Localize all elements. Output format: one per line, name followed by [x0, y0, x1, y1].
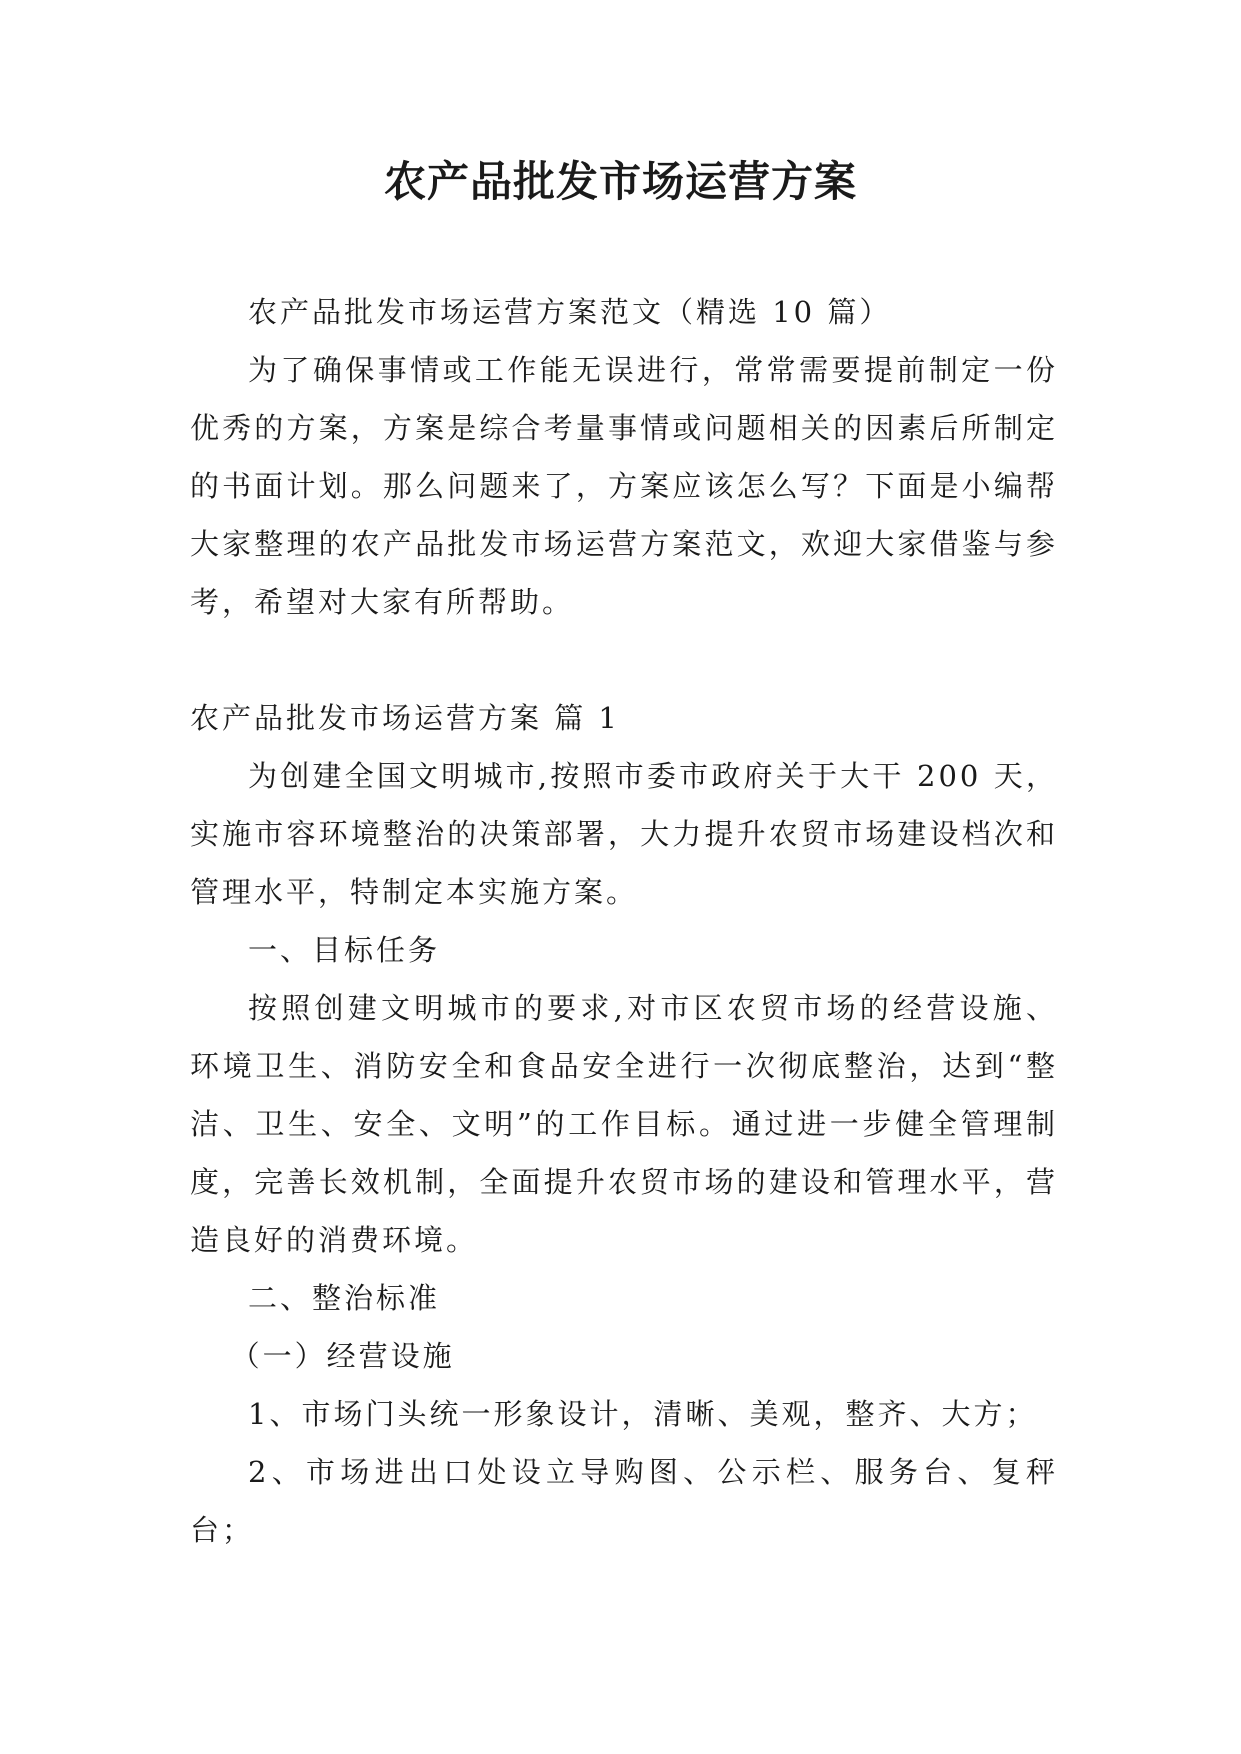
subtitle-paragraph: 农产品批发市场运营方案范文（精选 10 篇） — [248, 295, 892, 329]
subheading-facilities: （一）经营设施 — [230, 1339, 455, 1373]
body-paragraph: 为创建全国文明城市,按照市委市政府关于大干 200 天，实施市容环境整治的决策部署，大力提升农贸市场建设档次和管理水平，特制定本实施方案。 — [190, 759, 1058, 909]
heading-goals: 一、目标任务 — [248, 933, 441, 967]
list-item: 1、市场门头统一形象设计，清晰、美观，整齐、大方； — [248, 1397, 1038, 1431]
heading-standards: 二、整治标准 — [248, 1281, 441, 1315]
list-item: 2、市场进出口处设立导购图、公示栏、服务台、复秤台； — [190, 1455, 1058, 1547]
section-heading-part-1: 农产品批发市场运营方案 篇 1 — [190, 701, 620, 735]
document-title: 农产品批发市场运营方案 — [383, 157, 857, 206]
intro-paragraph: 为了确保事情或工作能无误进行，常常需要提前制定一份优秀的方案，方案是综合考量事情或问题相关的因素后所制定的书面计划。那么问题来了，方案应该怎么写？下面是小编帮大家整理的农产品批发市场运营方案范文，欢迎大家借鉴与参考，希望对大家有所帮助。 — [190, 353, 1058, 619]
document-body — [190, 283, 1058, 1559]
body-paragraph: 按照创建文明城市的要求,对市区农贸市场的经营设施、环境卫生、消防安全和食品安全进行一次彻底整治，达到“整洁、卫生、安全、文明”的工作目标。通过进一步健全管理制度，完善长效机制，全面提升农贸市场的建设和管理水平，营造良好的消费环境。 — [190, 991, 1058, 1257]
